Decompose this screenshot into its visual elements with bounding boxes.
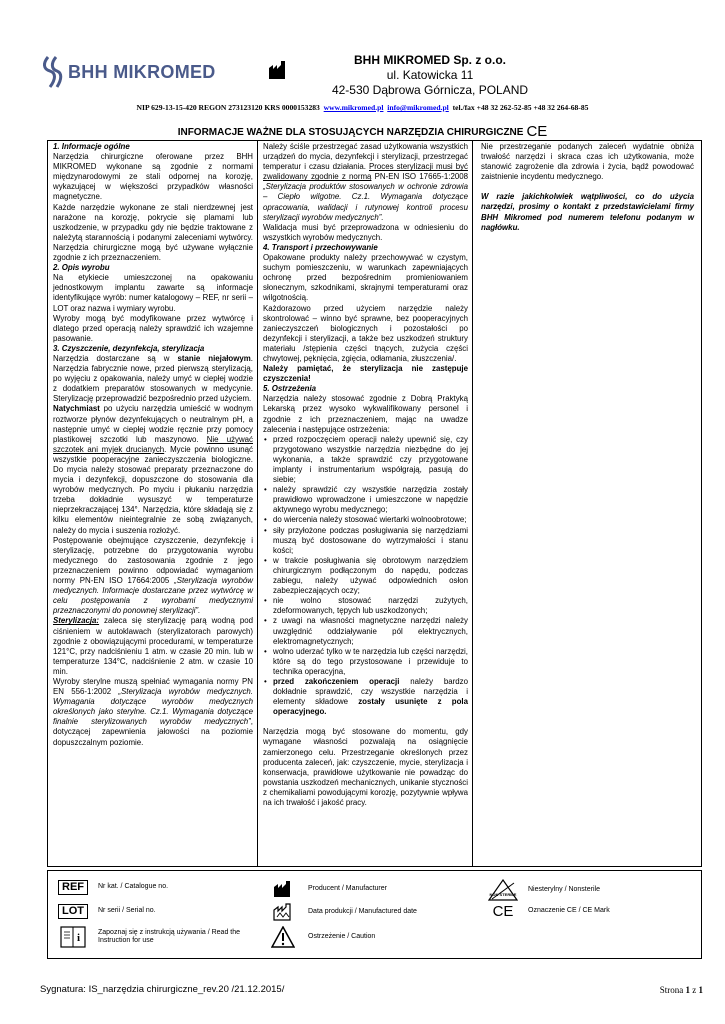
section-transport-p3: Należy pamiętać, że sterylizacja nie zastępuje czyszczenia! xyxy=(263,364,468,384)
document-title xyxy=(40,123,685,140)
lot-label: Nr serii / Serial no. xyxy=(98,907,156,915)
list-item: • wolno uderzać tylko w te narzędzia lub części narzędzi, które są do tego przystosowane i przewiduje to technika operacyjna, xyxy=(273,647,468,677)
nonsterile-label: Niesterylny / Nonsterile xyxy=(528,885,600,893)
list-item: • przed zakończeniem operacji należy bardzo dokładnie sprawdzić, czy wszystkie narzędzia i elementy składowe zostały usunięte z pola operacyjnego. xyxy=(273,677,468,717)
durability-p: Narzędzia mogą być stosowane do momentu, gdy wymagane własności pozwalają na osiągnięcie zamierzonego celu. Przestrzeganie określonych przez producenta zaleceń, jak: czyszczenie, mycie, sterylizacja i konserwacja, prawidłowe użytkowanie nie powadząc do powstania uszkodzeń mechanicznych, unikanie styczności z chemikaliami powodującymi korozję, pozytywnie wpływa na ich trwałość i jakość pracy. xyxy=(263,727,468,807)
ifu-label: Zapoznaj się z instrukcją używania / Read the Instruction for use xyxy=(98,928,241,944)
ref-icon: REF xyxy=(58,880,88,895)
phone-fax: tel./fax +48 32 262-52-85 +48 32 264-68-85 xyxy=(452,103,589,112)
warnings-list xyxy=(263,435,468,718)
warning-label: Ostrzeżenie / Caution xyxy=(308,932,376,940)
svg-text:i: i xyxy=(77,932,81,944)
section-cleaning-p2: Natychmiast po użyciu narzędzia umieścić w wodnym roztworze płynów dezynfekujących o neutralnym pH, a następnie umyć w ciepłej wodzie ręcznie przy pomocy plastikowej szczotki lub maszynowo. Nie używać szczotek ani myjek drucianych. Mycie powinno usunąć wszystkie pooperacyjne zanieczyszczenia biologiczne. Do mycia należy stosować preparaty przeznaczone do mycia i dezynfekcji, dopuszczone do stosowania dla wyrobów medycznych. Po myciu i płukaniu narzędzia trzeba dokładnie wysuszyć w temperaturze nieprzekraczającej 134°. Narzędzia, które składają się z kilku elementów nieintegralnie ze sobą związanych, należy do mycia i suszenia rozłożyć. xyxy=(53,404,253,535)
nonsterile-icon xyxy=(488,879,518,901)
list-item: • siły przyłożone podczas posługiwania się narzędziami muszą być dostosowane do wytrzymałości i stanu kości; xyxy=(273,526,468,556)
company-name: BHH MIKROMED Sp. z o.o. xyxy=(354,53,506,67)
section-transport-p1: Opakowane produkty należy przechowywać w czystym, suchym pomieszczeniu, w warunkach zapewniających ochronę przed bezpośrednim promieniowaniem słonecznym, szkodnikami, skrajnymi temperaturami oraz wilgotnością. xyxy=(263,253,468,303)
ref-label: Nr kat. / Catalogue no. xyxy=(98,883,169,891)
section-product-p1: Na etykiecie umieszczonej na opakowaniu jednostkowym implantu zawarte są informacje identyfikujące wyrób: numer katalogowy – REF, nr serii – LOT oraz nazwa i wymiary wyrobu. xyxy=(53,273,253,313)
section-sterile-requirements-p: Wyroby sterylne muszą spełniać wymagania normy PN EN 556-1:2002 „Sterylizacja wyrobów medycznych. Wymagania dotyczące wyrobów medycznych określonych jako sterylne. Cz.1. Wymagania dotyczące finalnie sterylizowanych wyrobów medycznych”, dotyczącej zapewnienia jałowości na poziomie dopuszczalnym poziomie. xyxy=(53,676,253,747)
section-product-p2: Wyroby mogą być modyfikowane przez wytwórcę i dlatego przed operacją należy sprawdzić ich wzajemne pasowanie. xyxy=(53,313,253,343)
symbol-ref-row xyxy=(56,880,168,895)
manufacture-date-icon xyxy=(273,903,293,921)
address-street: ul. Katowicka 11 xyxy=(386,68,474,82)
section-sterilization-p: Sterylizacja: zaleca się sterylizację parą wodną pod ciśnieniem w autoklawach (sterylizatorach parowych) zgodnie z obowiązującymi procedurami, w temperaturze 121°C, przy nadciśnieniu 1 atm. w czasie 20 min. lub w temperaturze 134°C, nadciśnienie 2 atm. w czasie 10 min. xyxy=(53,616,253,676)
instructions-book-icon xyxy=(60,926,86,948)
warning-icon xyxy=(271,926,295,948)
symbol-lot-row xyxy=(56,904,156,919)
noncompliance-p: Nie przestrzeganie podanych zaleceń wydatnie obniża trwałość narzędzi i skraca czas ich użytkowania, może stanowić zagrożenie dla zdrowia i życia, bądź powodować zaistnienie incydentu medycznego. xyxy=(481,142,694,182)
symbol-nonsterile-row xyxy=(486,879,600,901)
section-cleaning-p3: Postępowanie obejmujące czyszczenie, dezynfekcję i sterylizację, potrzebne do przygotowania wyrobu medycznego do zastosowania zgodnie z jego przeznaczeniem powinno odpowiadać wymaganiom normy PN-EN ISO 17664:2005 „Sterylizacja wyrobów medycznych. Informacje dostarczane przez wytwórcę w celu postępowania z wyrobami medycznymi przeznaczonymi do ponownej sterylizacji”. xyxy=(53,535,253,616)
section-warnings-heading: 5. Ostrzeżenia xyxy=(263,384,317,394)
logo-text: BHH MIKROMED xyxy=(68,61,216,82)
company-address xyxy=(300,53,560,98)
manufacturer-icon xyxy=(273,880,293,898)
website-link[interactable]: www.mikromed.pl xyxy=(323,103,384,112)
date-label: Data produkcji / Manufactured date xyxy=(308,907,417,915)
ce-mark-icon: CE xyxy=(492,903,514,920)
symbols-legend xyxy=(47,870,702,959)
list-item: • nie wolno stosować narzędzi zużytych, zdeformowanych, tępych lub uszkodzonych; xyxy=(273,596,468,616)
validation-p1: Należy ściśle przestrzegać zasad użytkowania wszystkich urządzeń do mycia, dezynfekcji i sterylizacji, przestrzegać temperatur i czasu działania. Proces sterylizacji musi być zwalidowany zgodnie z normą PN-EN ISO 17665-1:2008 „Sterylizacja produktów stosowanych w ochronie zdrowia – Ciepło wilgotne. Cz.1. Wymagania dotyczące opracowania, walidacji i rutynowej kontroli procesu sterylizacji wyrobów medycznych”. xyxy=(263,142,468,222)
validation-p2: Walidacja musi być przeprowadzona w odniesieniu do wszystkich wyrobów medycznych. xyxy=(263,222,468,242)
contact-note-p: W razie jakichkolwiek wątpliwości, co do użycia narzędzi, prosimy o kontakt z przedstawicielami firmy BHH Mikromed pod numerem telefonu podanym w nagłówku. xyxy=(481,192,694,232)
svg-text:NON STERILE: NON STERILE xyxy=(489,892,517,897)
list-item: • przed rozpoczęciem operacji należy upewnić się, czy przygotowano wszystkie narzędzia niezbędne do jej wykonania, a także sprawdzić czy przygotowane implanty i instrumentarium współgrają, pasują do siebie; xyxy=(273,435,468,485)
contact-line xyxy=(40,103,685,112)
company-logo xyxy=(42,55,216,89)
symbol-date-row xyxy=(266,903,417,921)
lot-icon: LOT xyxy=(58,904,88,919)
symbol-ce-row xyxy=(486,903,610,920)
section-cleaning-heading: 3. Czyszczenie, dezynfekcja, sterylizacja xyxy=(53,343,205,353)
column-3 xyxy=(473,141,702,866)
page-number: Strona 1 z 1 xyxy=(659,985,703,995)
symbol-warning-row xyxy=(266,926,375,948)
manufacturer-icon xyxy=(268,60,288,80)
instructions-table xyxy=(47,140,702,867)
section-general-heading: 1. Informacje ogólne xyxy=(53,142,130,151)
symbol-manufacturer-row xyxy=(266,880,387,898)
section-product-heading: 2. Opis wyrobu xyxy=(53,263,110,273)
ce-mark-icon: CE xyxy=(526,123,548,140)
title-text: INFORMACJE WAŻNE DLA STOSUJĄCYCH NARZĘDZIA CHIRURGICZNE xyxy=(177,127,524,138)
list-item: • do wiercenia należy stosować wiertarki wolnoobrotowe; xyxy=(273,515,468,525)
list-item: • z uwagi na własności magnetyczne narzędzi należy uwzględnić oddziaływanie pól elektrycznych, elektromagnetycznych; xyxy=(273,616,468,646)
symbol-ifu-row xyxy=(56,926,248,948)
registration-numbers: NIP 629-13-15-420 REGON 273123120 KRS 0000153283 xyxy=(136,103,320,112)
logo-mark-icon xyxy=(42,55,64,89)
ce-label: Oznaczenie CE / CE Mark xyxy=(528,907,610,915)
section-general-p2: Każde narzędzie wykonane ze stali nierdzewnej jest narażone na korozję, pokrycie się plamami lub uszkodzenie, w przypadku gdy nie będzie traktowane z należytą starannością i podanymi zaleceniami wytwórcy. Narzędzia chirurgiczne mogą być używane wyłącznie zgodnie z ich przeznaczeniem. xyxy=(53,202,253,263)
column-2 xyxy=(258,141,473,866)
section-general-p1: Narzędzia chirurgiczne oferowane przez BHH MIKROMED wykonane są zgodnie z normami międzynarodowymi ze stali odpornej na korozję, wykazującej w większości przypadków własności magnetyczne. xyxy=(53,152,253,202)
column-1 xyxy=(48,141,258,866)
section-transport-p2: Każdorazowo przed użyciem narzędzie należy skontrolować – winno być sprawne, bez pooperacyjnych zanieczyszczeń biologicznych i pozostałości po dezynfekcji i sterylizacji, a także bez uszkodzeń struktury materiału /stępienia części tnących, zużycia części chwytowej, pęknięcia, zgięcia, odłamania, złuszczenia/. xyxy=(263,303,468,363)
section-cleaning-p1: Narzędzia dostarczane są w stanie niejałowym. Narzędzia fabrycznie nowe, przed pierwszą sterylizacją, po wyjęciu z opakowania, należy umyć w ciepłej wodzie z dodatkiem preparatów stosowanych w medycynie. Sterylizację przeprowadzić bezpośrednio przed użyciem. xyxy=(53,353,253,404)
section-warnings-p1: Narzędzia należy stosować zgodnie z Dobrą Praktyką Lekarską przez wysoko wykwalifikowany personel i zgodnie z ich przeznaczeniem, mając na uwadze zalecenia i następujące ostrzeżenia: xyxy=(263,394,468,434)
list-item: • należy sprawdzić czy wszystkie narzędzia zostały prawidłowo wprowadzone i umieszczone w napędzie aktywnego wyrobu medycznego; xyxy=(273,485,468,515)
document-signature: Sygnatura: IS_narzędzia chirurgiczne_rev.20 /21.12.2015/ xyxy=(40,984,285,995)
address-city: 42-530 Dąbrowa Górnicza, POLAND xyxy=(331,83,529,97)
section-transport-heading: 4. Transport i przechowywanie xyxy=(263,242,378,252)
manufacturer-label: Producent / Manufacturer xyxy=(308,884,387,892)
email-link[interactable]: info@mikromed.pl xyxy=(387,103,449,112)
list-item: • w trakcie posługiwania się obrotowym narzędziem chirurgicznym podłączonym do napędu, podczas zabiegu, należy używać odpowiednich osłon zabezpieczających oczy; xyxy=(273,556,468,596)
